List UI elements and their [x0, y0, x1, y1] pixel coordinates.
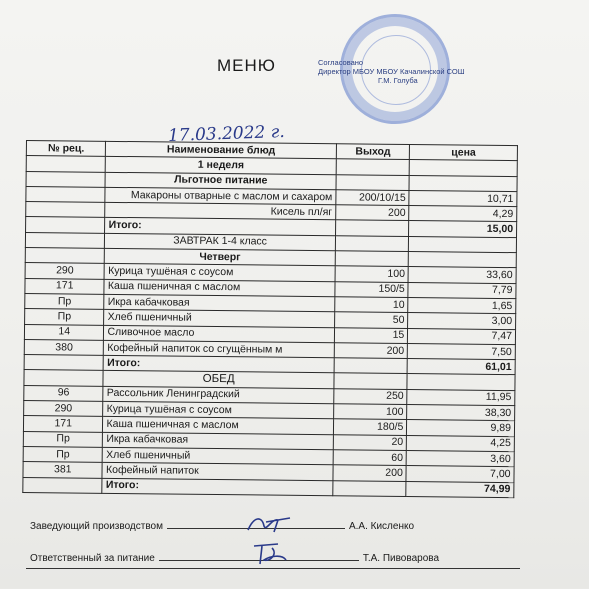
cell-name: Курица тушёная с соусом [105, 264, 336, 282]
col-header-name: Наименование блюд [106, 141, 337, 159]
signature-resp-name: Т.А. Пивоварова [362, 553, 440, 564]
cell-price: 10,71 [409, 190, 517, 206]
cell-num: 171 [23, 416, 103, 432]
cell-price: 3,00 [408, 313, 516, 329]
cell-price: 3,60 [406, 450, 514, 466]
cell-out: 180/5 [333, 419, 407, 435]
cell-name: Курица тушёная с соусом [103, 401, 334, 419]
cell-price: 38,30 [407, 405, 515, 421]
cell-out: 20 [333, 434, 407, 450]
cell-name: Кофейный напиток со сгущённым м [104, 340, 335, 358]
cell-out: 60 [333, 450, 407, 466]
cell-name: Кофейный напиток [102, 463, 333, 481]
signature-head [30, 521, 414, 532]
approval-line-2: Директор МБОУ МБОУ Качалинской СОШ [318, 67, 465, 76]
cell-name: Каша пшеничная с маслом [104, 279, 335, 297]
col-header-price: цена [410, 145, 518, 161]
cell-num: 14 [24, 324, 104, 340]
cell-price: 7,00 [406, 466, 514, 482]
total-value: 15,00 [409, 221, 517, 237]
cell-out: 50 [334, 312, 408, 328]
cell-name: Хлеб пшеничный [104, 310, 335, 328]
total-label: Итого: [105, 218, 336, 236]
total-label: Итого: [104, 355, 335, 373]
handwritten-signature-2 [248, 540, 294, 568]
signature-head-label: Заведующий производством [30, 521, 163, 532]
col-header-num: № рец. [26, 141, 106, 157]
menu-table [22, 140, 518, 498]
breakfast-title: ЗАВТРАК 1-4 класс [105, 233, 336, 251]
cell-out: 200/10/15 [336, 190, 410, 206]
cell-name: Каша пшеничная с маслом [103, 417, 334, 435]
cell-num [26, 186, 106, 202]
handwritten-date: 17.03.2022 г. [167, 121, 286, 147]
cell-num: Пр [23, 446, 103, 462]
cell-num: Пр [23, 431, 103, 447]
cell-name: Икра кабачковая [103, 432, 334, 450]
cell-out: 15 [334, 327, 408, 343]
cell-out: 150/5 [335, 281, 409, 297]
cell-out: 200 [336, 205, 410, 221]
cell-out: 100 [333, 404, 407, 420]
cell-price: 1,65 [408, 297, 516, 313]
approval-block [318, 58, 518, 85]
total-value: 61,01 [407, 359, 515, 375]
page-title: МЕНЮ [217, 56, 276, 75]
cell-num: Пр [25, 293, 105, 309]
cell-num: 380 [24, 339, 104, 355]
table-bottom-border [26, 568, 520, 589]
cell-name: Сливочное масло [104, 325, 335, 343]
cell-num: Пр [25, 309, 105, 325]
lunch-title: ОБЕД [103, 371, 334, 389]
cell-name: Хлеб пшеничный [103, 447, 334, 465]
cell-price: 11,95 [407, 389, 515, 405]
cell-out: 100 [335, 266, 409, 282]
total-label: Итого: [102, 478, 333, 496]
cell-price: 7,79 [408, 282, 516, 298]
col-header-out: Выход [336, 144, 410, 160]
signature-head-name: А.А. Кисленко [348, 521, 415, 532]
signature-resp-label: Ответственный за питание [30, 553, 155, 564]
total-value: 74,99 [406, 481, 514, 497]
cell-out: 250 [334, 388, 408, 404]
section-lgot-label: Льготное питание [105, 172, 336, 190]
cell-out: 200 [334, 343, 408, 359]
handwritten-signature-1 [244, 512, 294, 536]
cell-out: 10 [335, 297, 409, 313]
signature-resp [30, 553, 439, 564]
cell-name: Макароны отварные с маслом и сахаром [105, 187, 336, 205]
cell-name: Рассольник Ленинградский [103, 386, 334, 404]
cell-price: 33,60 [408, 267, 516, 283]
cell-num [26, 202, 106, 218]
cell-num: 381 [23, 462, 103, 478]
approval-line-3: Г.М. Голуба [378, 76, 418, 85]
cell-name: Кисель пл/яг [105, 203, 336, 221]
cell-price: 7,47 [408, 328, 516, 344]
cell-num: 290 [24, 401, 104, 417]
cell-price: 7,50 [408, 343, 516, 359]
cell-out: 200 [333, 465, 407, 481]
cell-price: 4,29 [409, 206, 517, 222]
week-label: 1 неделя [106, 157, 337, 175]
cell-price: 9,89 [407, 420, 515, 436]
cell-num: 171 [25, 278, 105, 294]
cell-name: Икра кабачковая [104, 294, 335, 312]
cell-price: 4,25 [407, 435, 515, 451]
cell-num: 96 [24, 385, 104, 401]
day-label: Четверг [105, 248, 336, 266]
approval-line-1: Согласовано [318, 58, 364, 67]
cell-num: 290 [25, 263, 105, 279]
